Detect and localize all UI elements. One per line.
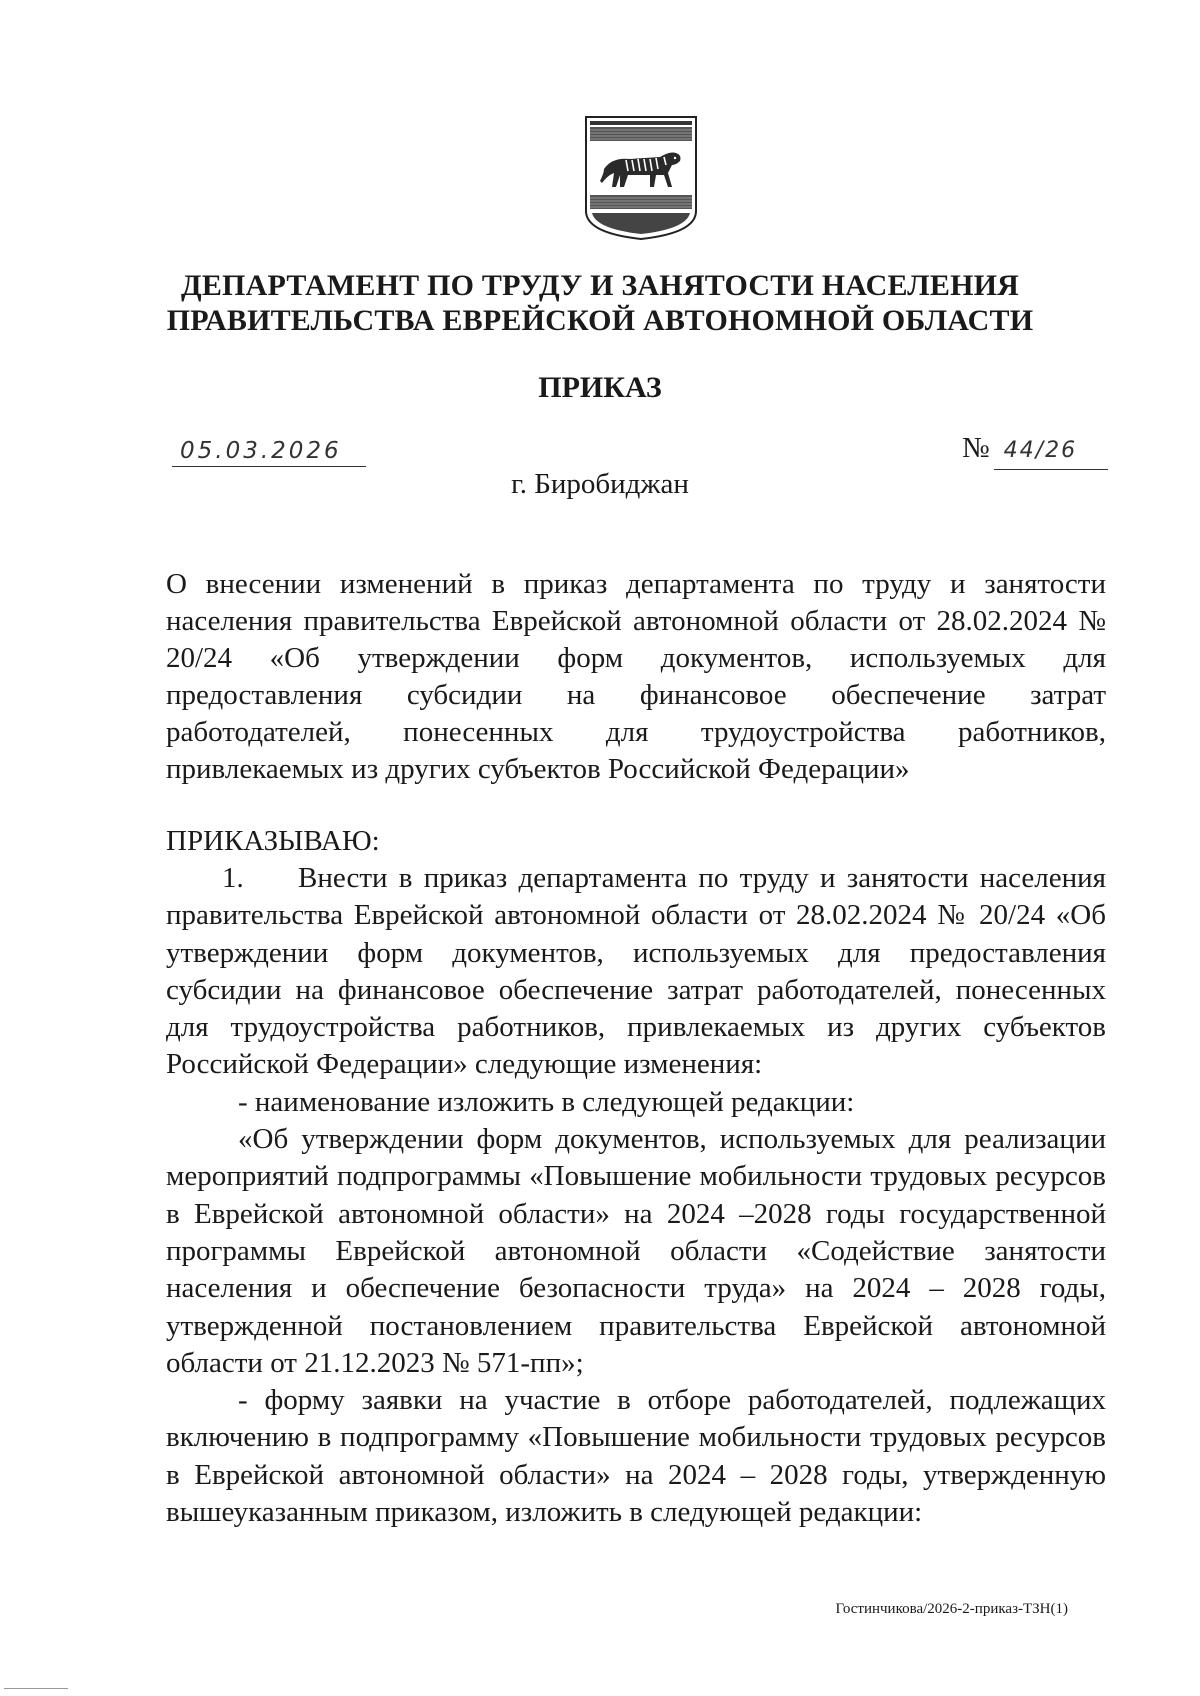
order-title: ПРИКАЗ: [538, 371, 662, 404]
paragraph-form-change: - форму заявки на участие в отборе работодателей, подлежащих включению в подпрограмму «Повышение мобильности трудовых ресурсов в Еврейской автономной области» на 2024 – 2028 годы, утвержденную вышеуказанным приказом, изложить в следующей редакции:: [166, 1384, 1106, 1529]
order-number-value: 44/26: [994, 433, 1108, 470]
city-line: г. Биробиджан: [511, 468, 689, 500]
department-title: [150, 268, 1050, 338]
paragraph-name-change: - наименование изложить в следующей редакции:: [238, 1085, 855, 1118]
coat-of-arms-tiger-icon: [582, 113, 700, 243]
order-body: [166, 860, 1106, 1531]
order-item-1-number: 1.: [222, 862, 244, 894]
order-directive-word: ПРИКАЗЫВАЮ:: [166, 825, 380, 857]
order-item-1-text: Внести в приказ департамента по труду и занятости населения правительства Еврейской автономной области от 28.02.2024 № 20/24 «Об утверждении форм документов, используемых для предоставления субсидии на финансовое обеспечение затрат работодателей, понесенных для трудоустройства работников, привлекаемых из других субъектов Российской Федерации» следующие изменения:: [166, 862, 1106, 1081]
department-title-line2: ПРАВИТЕЛЬСТВА ЕВРЕЙСКОЙ АВТОНОМНОЙ ОБЛАСТИ: [166, 304, 1034, 337]
paragraph-new-name: «Об утверждении форм документов, используемых для реализации мероприятий подпрограммы «Повышение мобильности трудовых ресурсов в Еврейской автономной области» на 2024 –2028 годы государственной программы Еврейской автономной области «Содействие занятости населения и обеспечение безопасности труда» на 2024 – 2028 годы, утвержденной постановлением правительства Еврейской автономной области от 21.12.2023 № 571-пп»;: [166, 1123, 1106, 1379]
scan-mark-divider: [4, 1688, 68, 1689]
order-number: [962, 430, 1108, 470]
footer-note: Гостинчикова/2026-2-приказ-ТЗН(1): [835, 1601, 1068, 1617]
number-sign: №: [962, 432, 990, 464]
department-title-line1: ДЕПАРТАМЕНТ ПО ТРУДУ И ЗАНЯТОСТИ НАСЕЛЕНИЯ: [181, 269, 1019, 302]
order-subject: О внесении изменений в приказ департамента по труду и занятости населения правительства Еврейской автономной области от 28.02.2024 № 20/24 «Об утверждении форм документов, используемых для предоставления субсидии на финансовое обеспечение затрат работодателей, понесенных для трудоустройства работников, привлекаемых из других субъектов Российской Федерации»: [166, 568, 1106, 785]
order-date: 05.03.2026: [172, 436, 366, 467]
order-item-1: [166, 860, 1106, 1084]
